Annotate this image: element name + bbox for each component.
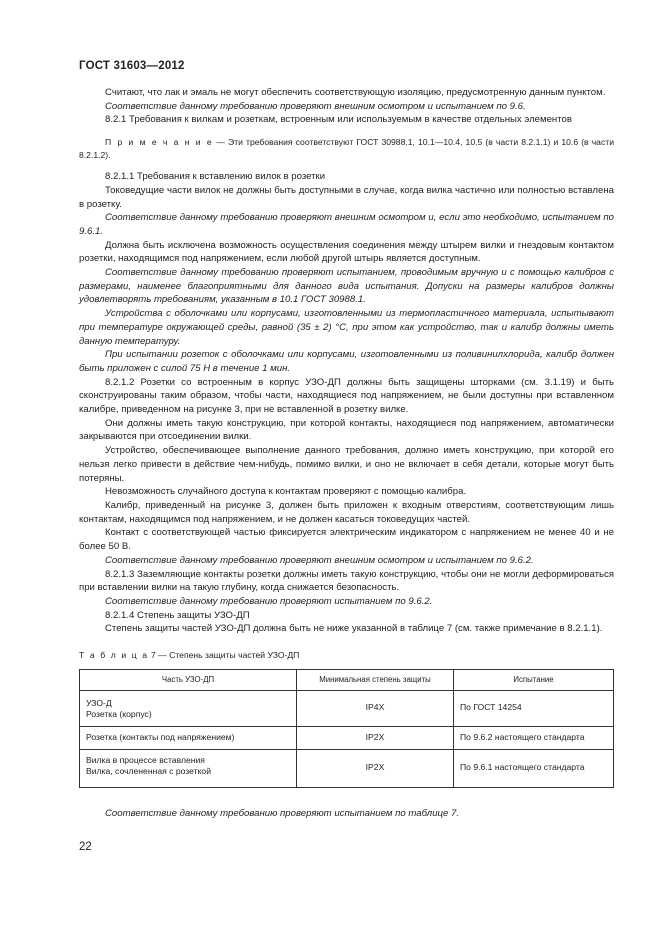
table-caption bbox=[79, 649, 614, 663]
column-header-degree: Минимальная степень защиты bbox=[297, 669, 454, 690]
part-line: Вилка, сочлененная с розеткой bbox=[86, 766, 211, 777]
part-line: Вилка в процессе вставления bbox=[86, 754, 205, 765]
column-header-test: Испытание bbox=[454, 669, 614, 690]
note-label: П р и м е ч а н и е bbox=[105, 137, 214, 148]
part-line: УЗО-Д bbox=[86, 697, 112, 708]
final-compliance-paragraph: Соответствие данному требованию проверяют испытанием по таблице 7. bbox=[105, 807, 460, 819]
table-row bbox=[80, 690, 614, 726]
compliance-paragraph: Соответствие данному требованию проверяют внешним осмотром и, если это необходимо, испытанием по 9.6.1. bbox=[79, 212, 614, 237]
compliance-paragraph: Соответствие данному требованию проверяют испытанием, проводимым вручную и с помощью калибров с размерами, наименее благоприятными для данного вида испытания. Допуски на размеры калибров должны удовлетворять требованиям, указанным в 10.1 ГОСТ 30988.1. bbox=[79, 267, 614, 306]
compliance-paragraph: Устройства с оболочками или корпусами, изготовленными из термопластичного материала, испытывают при температуре окружающей среды, равной (35 ± 2) °С, при этом как устройство, так и калибр должны иметь данную температуру. bbox=[79, 308, 614, 347]
part-line: Розетка (корпус) bbox=[86, 709, 152, 720]
paragraph: Невозможность случайного доступа к контактам проверяют с помощью калибра. bbox=[105, 486, 467, 498]
table-cell-part bbox=[80, 690, 297, 726]
table-header-row bbox=[80, 669, 614, 690]
compliance-paragraph: Соответствие данному требованию проверяют испытанием по 9.6.2. bbox=[105, 595, 433, 607]
paragraph: Устройство, обеспечивающее выполнение данного требования, должно иметь конструкцию, при которой его нельзя легко привести в действие чем-нибудь, помимо вилки, и оно не включает в себя детали, которые могут быть потеряны. bbox=[79, 445, 614, 484]
note-text: — Эти требования соответствуют ГОСТ 30988.1, 10.1—10.4, 10.5 (в части 8.2.1.1) и 10.6 (в части 8.2.1.2). bbox=[79, 137, 614, 160]
table-cell-test: По 9.6.2 настоящего стандарта bbox=[454, 726, 614, 749]
section-8-2-1-1-heading: 8.2.1.1 Требования к вставлению вилок в розетки bbox=[105, 171, 326, 183]
table-caption-text: 7 — Степень защиты частей УЗО-ДП bbox=[148, 650, 300, 661]
compliance-paragraph: При испытании розеток с оболочками или корпусами, изготовленными из поливинилхлорида, калибр должен быть приложен с силой 75 Н в течение 1 мин. bbox=[79, 349, 614, 374]
paragraph: Калибр, приведенный на рисунке 3, должен быть приложен к входным отверстиям, соответствующим лишь контактам, находящимся под напряжением, и не должен касаться токоведущих частей. bbox=[79, 499, 614, 525]
note bbox=[79, 136, 614, 161]
section-8-2-1-4-heading: 8.2.1.4 Степень защиты УЗО-ДП bbox=[105, 609, 250, 621]
compliance-paragraph: Соответствие данному требованию проверяют внешним осмотром и испытанием по 9.6.2. bbox=[105, 554, 534, 566]
protection-degree-table bbox=[79, 669, 614, 788]
paragraph: Должна быть исключена возможность осуществления соединения между штырем вилки и гнездовым контактом розетки, находящимся под напряжением, если любой другой штырь является доступным. bbox=[79, 239, 614, 265]
section-8-2-1-3-paragraph: 8.2.1.3 Заземляющие контакты розетки должны иметь такую конструкцию, чтобы они не могли деформироваться при вставлении вилки на такую глубину, когда снижается безопасность. bbox=[79, 568, 614, 594]
section-8-2-1-2-paragraph: 8.2.1.2 Розетки со встроенным в корпус УЗО-ДП должны быть защищены шторками (см. 3.1.19) и быть сконструированы таким образом, чтобы части, находящиеся под напряжением, не были доступны при вставленном калибре, приведенном на рисунке 3, при не вставленной в розетку вилке. bbox=[79, 376, 614, 416]
part-line: Розетка (контакты под напряжением) bbox=[86, 731, 235, 742]
page-content bbox=[79, 86, 614, 820]
paragraph: Они должны иметь такую конструкцию, при которой контакты, находящиеся под напряжением, автоматически закрываются при отсоединении вилки. bbox=[79, 417, 614, 443]
table-cell-part bbox=[80, 726, 297, 749]
paragraph: Контакт с соответствующей частью фиксируется электрическим индикатором с напряжением не менее 40 и не более 50 В. bbox=[79, 527, 614, 553]
paragraph: Считают, что лак и эмаль не могут обеспечить соответствующую изоляцию, предусмотренную данным пунктом. bbox=[105, 87, 606, 98]
paragraph: Степень защиты частей УЗО-ДП должна быть не ниже указанной в таблице 7 (см. также примечание в 8.2.1.1). bbox=[105, 623, 603, 635]
table-cell-degree: IP2X bbox=[297, 749, 454, 787]
table-row bbox=[80, 726, 614, 749]
compliance-paragraph: Соответствие данному требованию проверяют внешним осмотром и испытанием по 9.6. bbox=[105, 100, 526, 112]
table-cell-degree: IP4X bbox=[297, 690, 454, 726]
table-cell-degree: IP2X bbox=[297, 726, 454, 749]
page-number: 22 bbox=[79, 841, 92, 853]
column-header-part: Часть УЗО-ДП bbox=[80, 669, 297, 690]
table-cell-test: По 9.6.1 настоящего стандарта bbox=[454, 749, 614, 787]
paragraph: Токоведущие части вилок не должны быть доступными в случае, когда вилка частично или полностью вставлена в розетку. bbox=[79, 184, 614, 210]
document-header: ГОСТ 31603—2012 bbox=[79, 60, 185, 72]
section-8-2-1-heading: 8.2.1 Требования к вилкам и розеткам, встроенным или используемым в качестве отдельных элементов bbox=[105, 114, 572, 126]
table-cell-test: По ГОСТ 14254 bbox=[454, 690, 614, 726]
table-cell-part bbox=[80, 749, 297, 787]
table-row bbox=[80, 749, 614, 787]
table-caption-label: Т а б л и ц а bbox=[79, 650, 149, 661]
